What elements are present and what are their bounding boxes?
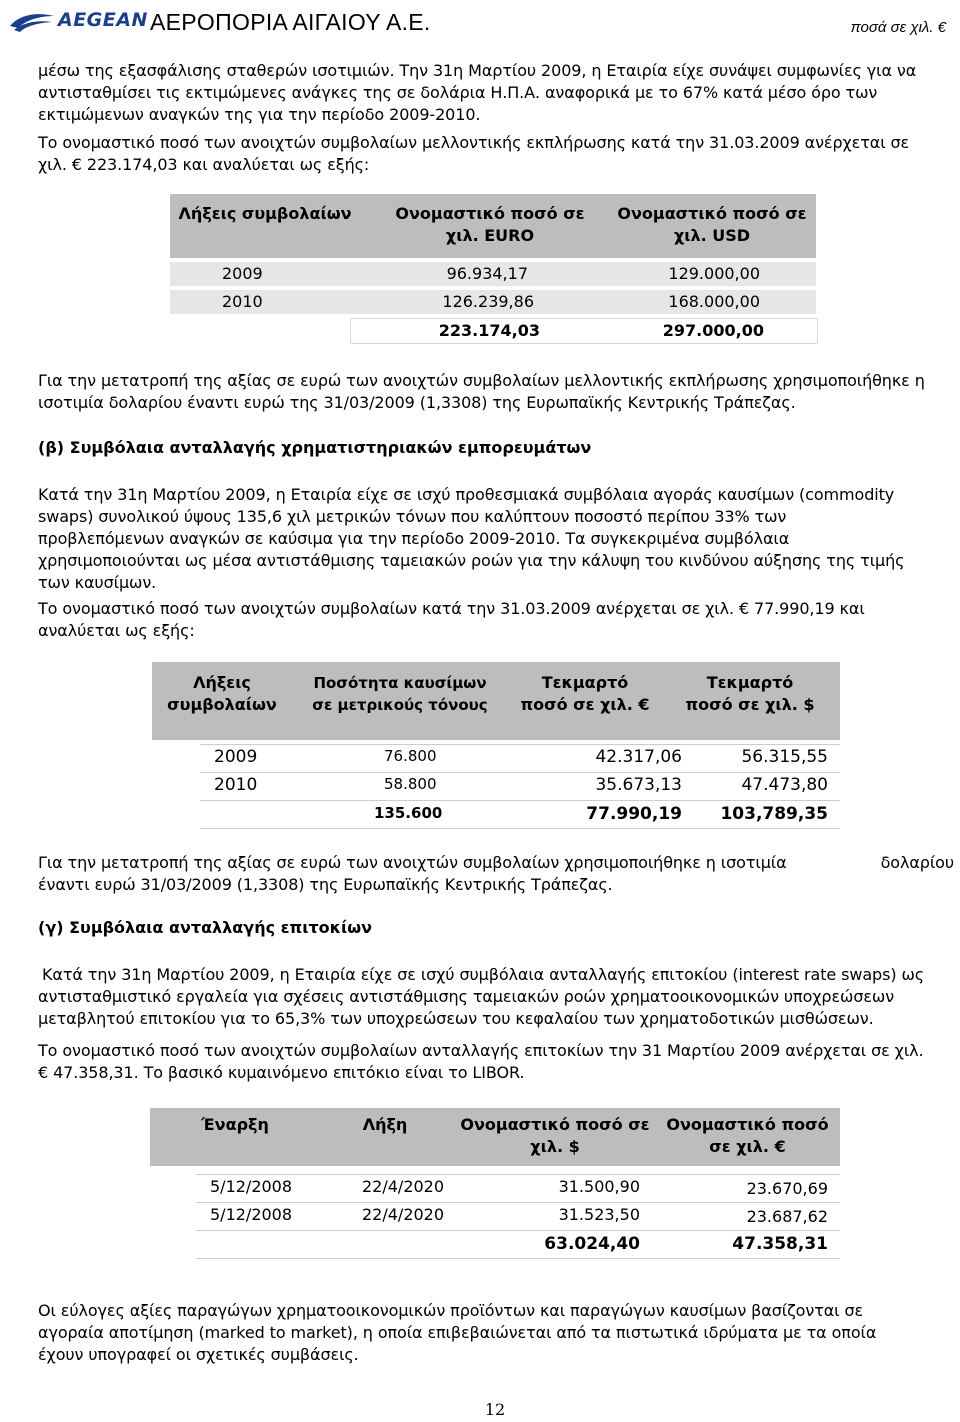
text-line: Το ονομαστικό ποσό των ανοιχτών συμβολαίων μελλοντικής εκπλήρωσης κατά την 31.03.2009 ανέρχεται σε <box>38 133 910 152</box>
col-header-start: Έναρξη <box>201 1115 269 1134</box>
aegean-logo-icon <box>8 10 56 34</box>
row-divider <box>196 1230 840 1231</box>
text-line: Για την μετατροπή της αξίας σε ευρώ των ανοιχτών συμβολαίων μελλοντικής εκπλήρωσης χρησιμοποιήθηκε η <box>38 371 925 390</box>
total-usd: 297.000,00 <box>662 321 764 340</box>
cell-eur: 42.317,06 <box>595 747 682 767</box>
col-header-eur: Ονομαστικό ποσό σε χιλ. EURO <box>395 204 585 245</box>
text-line: Το ονομαστικό ποσό των ανοιχτών συμβολαίων κατά την 31.03.2009 ανέρχεται σε χιλ. € 77.990,19 και <box>38 599 865 618</box>
cell-year: 2010 <box>222 292 263 311</box>
text-line: € 47.358,31. Το βασικό κυμαινόμενο επιτόκιο είναι το LIBOR. <box>38 1063 525 1082</box>
text-line: μεταβλητού επιτοκίου για το 65,3% των υποχρεώσεων του κεφαλαίου των χρηματοδοτικών μισθώσεων. <box>38 1009 874 1028</box>
text-line-end: δολαρίου <box>880 853 954 872</box>
text-line: αντισταθμιστικό εργαλεία για σχέσεις αντιστάθμισης ταμειακών ροών χρηματοοικονομικών υποχρεώσεων <box>38 987 895 1006</box>
currency-note: ποσά σε χιλ. € <box>850 19 946 36</box>
total-eur: 47.358,31 <box>732 1234 828 1254</box>
row-divider <box>196 1202 840 1203</box>
cell-start: 5/12/2008 <box>210 1177 293 1196</box>
text-line: Οι εύλογες αξίες παραγώγων χρηματοοικονομικών προϊόντων και παραγώγων καυσίμων βασίζονται σε <box>38 1301 864 1320</box>
text-line: έναντι ευρώ 31/03/2009 (1,3308) της Ευρωπαϊκής Κεντρικής Τράπεζας. <box>38 875 613 894</box>
col-header-maturity: Λήξεις συμβολαίων <box>178 204 352 223</box>
text-line: των καυσίμων. <box>38 573 157 592</box>
cell-end: 22/4/2020 <box>362 1205 445 1224</box>
cell-eur: 126.239,86 <box>442 292 534 311</box>
closing-paragraph <box>38 1300 958 1366</box>
section-c-paragraph <box>38 964 958 1084</box>
total-eur: 223.174,03 <box>438 321 540 340</box>
cell-quantity: 58.800 <box>384 775 437 793</box>
row-divider <box>196 1258 840 1259</box>
row-divider <box>200 828 840 829</box>
text-line: Κατά την 31η Μαρτίου 2009, η Εταιρία είχε σε ισχύ συμβόλαια ανταλλαγής επιτοκίου (interest rate swaps) ως <box>42 965 925 984</box>
page-number: 12 <box>484 1400 506 1419</box>
section-b-title: (β) Συμβόλαια ανταλλαγής χρηματιστηριακών εμπορευμάτων <box>38 438 592 457</box>
text-line: ισοτιμία δολαρίου έναντι ευρώ της 31/03/2009 (1,3308) της Ευρωπαϊκής Κεντρικής Τράπεζας. <box>38 393 796 412</box>
conversion-note-2 <box>38 852 958 896</box>
cell-eur: 23.670,69 <box>746 1179 828 1198</box>
cell-year: 2009 <box>222 264 263 283</box>
intro-paragraph <box>38 60 958 176</box>
cell-year: 2010 <box>214 775 258 795</box>
cell-eur: 35.673,13 <box>595 775 682 795</box>
col-header-usd: Ονομαστικό ποσό σε χιλ. USD <box>617 204 807 245</box>
text-line: Το ονομαστικό ποσό των ανοιχτών συμβολαίων ανταλλαγής επιτοκίων την 31 Μαρτίου 2009 ανέρχεται σε χιλ. <box>38 1041 924 1060</box>
cell-year: 2009 <box>214 747 258 767</box>
total-usd: 63.024,40 <box>544 1234 640 1254</box>
total-eur: 77.990,19 <box>586 804 682 824</box>
col-header-usd: Ονομαστικό ποσό σε χιλ. $ <box>460 1115 650 1156</box>
text-line: χρησιμοποιούνται ως μέσα αντιστάθμισης ταμειακών ροών για την κάλυψη του κινδύνου αύξησης της τιμής <box>38 551 905 570</box>
conversion-note <box>38 370 958 414</box>
company-name: ΑΕΡΟΠΟΡΙΑ ΑΙΓΑΙΟΥ Α.Ε. <box>150 9 431 35</box>
cell-end: 22/4/2020 <box>362 1177 445 1196</box>
col-header-eur: Ονομαστικό ποσό σε χιλ. € <box>666 1115 829 1156</box>
cell-eur: 23.687,62 <box>746 1207 828 1226</box>
text-line: έχουν υπογραφεί οι σχετικές συμβάσεις. <box>38 1345 359 1364</box>
cell-eur: 96.934,17 <box>446 264 528 283</box>
text-line: χιλ. € 223.174,03 και αναλύεται ως εξής: <box>38 155 370 174</box>
text-line: swaps) συνολικού ύψους 135,6 χιλ μετρικών τόνων που καλύπτουν ποσοστό περίπου 33% των <box>38 507 787 526</box>
col-header-maturity: Λήξεις συμβολαίων <box>167 673 277 714</box>
cell-usd: 31.523,50 <box>558 1205 640 1224</box>
row-divider <box>200 772 840 773</box>
cell-usd: 168.000,00 <box>668 292 760 311</box>
col-header-end: Λήξη <box>362 1115 408 1134</box>
total-quantity: 135.600 <box>374 804 443 822</box>
cell-usd: 31.500,90 <box>558 1177 640 1196</box>
row-divider <box>200 800 840 801</box>
row-divider <box>200 744 840 745</box>
cell-quantity: 76.800 <box>384 747 437 765</box>
total-usd: 103,789,35 <box>720 804 828 824</box>
cell-usd: 47.473,80 <box>741 775 828 795</box>
col-header-quantity: Ποσότητα καυσίμων σε μετρικούς τόνους <box>312 674 488 714</box>
section-b-paragraph <box>38 484 958 642</box>
text-line: προβλεπόμενων αναγκών σε καύσιμα για την περίοδο 2009-2010. Τα συγκεκριμένα συμβόλαια <box>38 529 790 548</box>
text-line: αγοραία αποτίμηση (marked to market), η οποία επιβεβαιώνεται από τα πιστωτικά ιδρύματα με τα οποία <box>38 1323 877 1342</box>
page-header <box>0 0 960 48</box>
text-line: Για την μετατροπή της αξίας σε ευρώ των ανοιχτών συμβολαίων χρησιμοποιήθηκε η ισοτιμία <box>38 853 787 872</box>
cell-usd: 56.315,55 <box>741 747 828 767</box>
row-divider <box>196 1174 840 1175</box>
col-header-usd: Τεκμαρτό ποσό σε χιλ. $ <box>685 673 815 714</box>
col-header-eur: Τεκμαρτό ποσό σε χιλ. € <box>520 673 650 714</box>
text-line: αντισταθμίσει τις εκτιμώμενες ανάγκες της σε δολάρια Η.Π.Α. αναφορικά με το 67% κατά μέσο όρο των <box>38 83 878 102</box>
cell-start: 5/12/2008 <box>210 1205 293 1224</box>
text-line: Κατά την 31η Μαρτίου 2009, η Εταιρία είχε σε ισχύ προθεσμιακά συμβόλαια αγοράς καυσίμων (commodity <box>38 485 895 504</box>
section-c-title: (γ) Συμβόλαια ανταλλαγής επιτοκίων <box>38 918 373 937</box>
text-line: μέσω της εξασφάλισης σταθερών ισοτιμιών. Την 31η Μαρτίου 2009, η Εταιρία είχε συνάψει συμφωνίες για να <box>38 61 917 80</box>
logo-text: AEGEAN <box>58 9 148 31</box>
cell-usd: 129.000,00 <box>668 264 760 283</box>
text-line: αναλύεται ως εξής: <box>38 621 195 640</box>
text-line: εκτιμώμενων αναγκών της για την περίοδο 2009-2010. <box>38 105 481 124</box>
